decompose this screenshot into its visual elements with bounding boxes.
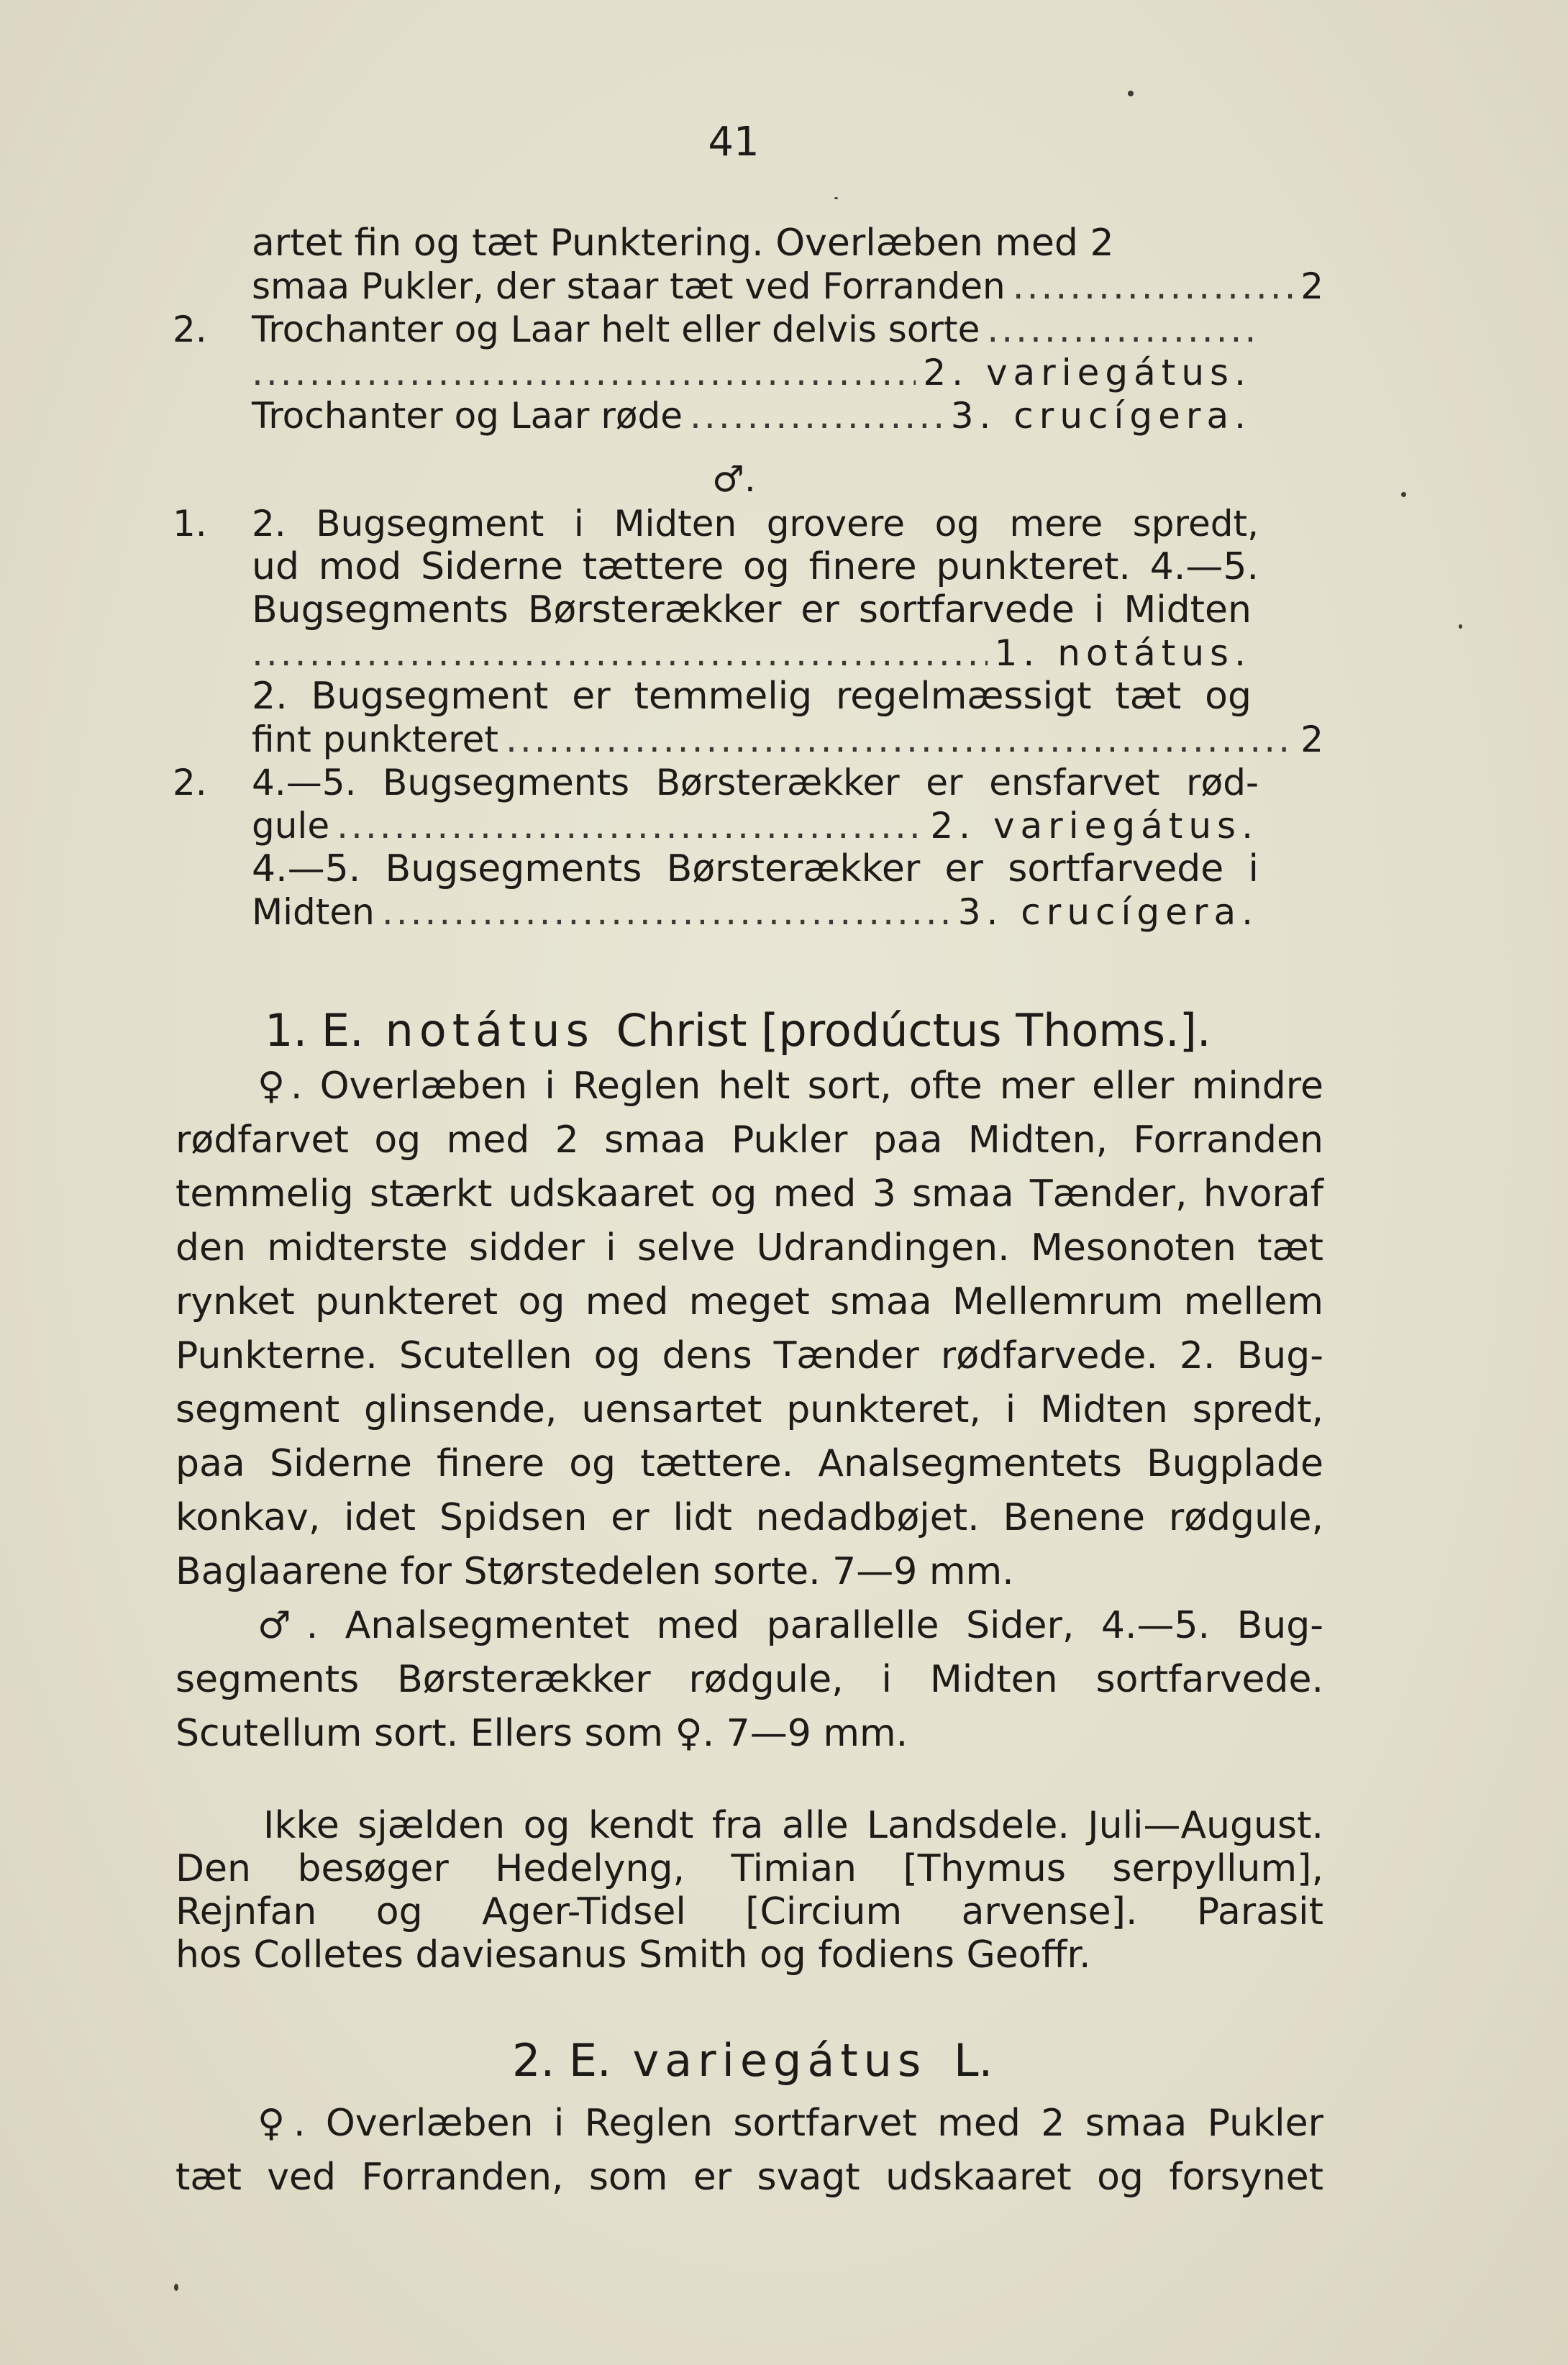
key-male-line-4 — [252, 632, 1252, 675]
species-1-female-line: rødfarvet og med 2 smaa Pukler paa Midten, Forranden — [176, 1118, 1323, 1162]
dot-leader — [1013, 265, 1294, 308]
key-male-line-10-ref: 3. crucígera. — [957, 891, 1259, 933]
species-1-female-line: Baglaarene for Størstedelen sorte. 7—9 mm. — [176, 1550, 1014, 1593]
key-male-line-10 — [252, 890, 1259, 934]
dot-leader — [382, 890, 951, 934]
key-female-line-5 — [252, 394, 1252, 437]
species-1-heading — [265, 1006, 1211, 1056]
species-2-female-line: ♀. Overlæben i Reglen sortfarvet med 2 smaa Pukler — [257, 2102, 1323, 2145]
species-1-female-line: Punkterne. Scutellen og dens Tænder rødfarvede. 2. Bug- — [176, 1334, 1323, 1377]
dot-leader — [506, 718, 1293, 761]
male-symbol-heading: ♂. — [712, 458, 756, 500]
key-male-line-1 — [173, 502, 1259, 545]
page-number: 41 — [708, 119, 760, 165]
key-female-line-5-ref: 3. crucígera. — [950, 395, 1252, 437]
species-1-female-line: temmelig stærkt udskaaret og med 3 smaa Tænder, hvoraf — [176, 1172, 1323, 1216]
paper-speck — [174, 2284, 178, 2291]
dot-leader — [252, 632, 988, 675]
species-1-female-line: konkav, idet Spidsen er lidt nedadbøjet. Benene rødgule, — [176, 1496, 1323, 1539]
species-1-distribution-line: Rejnfan og Ager-Tidsel [Circium arvense]. Parasit — [176, 1890, 1323, 1933]
key-female-line-3-text: Trochanter og Laar helt eller delvis sorte — [252, 309, 980, 350]
key-male-line-2: ud mod Siderne tættere og finere punkteret. 4.—5. — [252, 545, 1259, 588]
key-female-line-2 — [252, 265, 1323, 308]
species-1-heading-num: 1. E. — [265, 1004, 364, 1057]
key-female-line-4-ref: 2. variegátus. — [923, 352, 1252, 393]
paper-speck — [1128, 91, 1134, 96]
key-male-line-7-num: 2. — [173, 762, 207, 803]
key-male-line-7 — [173, 761, 1259, 804]
key-male-line-7-text: 4.—5. Bugsegments Børsterækker er ensfarvet rød- — [252, 762, 1259, 803]
dot-leader — [690, 394, 944, 437]
species-2-heading-name: variegátus — [632, 2034, 927, 2087]
key-female-line-2-text: smaa Pukler, der staar tæt ved Forranden — [252, 265, 1006, 307]
species-2-heading-num: 2. E. — [512, 2034, 611, 2087]
species-2-heading — [512, 2036, 993, 2086]
species-1-female-line: rynket punkteret og med meget smaa Mellemrum mellem — [176, 1280, 1323, 1323]
dot-leader — [252, 351, 916, 394]
key-male-line-6-text: fint punkteret — [252, 719, 498, 760]
species-1-male-line: Scutellum sort. Ellers som ♀. 7—9 mm. — [176, 1712, 908, 1755]
species-1-distribution-line: Ikke sjælden og kendt fra alle Landsdele. Juli—August. — [263, 1804, 1323, 1847]
dot-leader — [337, 804, 923, 847]
key-male-line-5: 2. Bugsegment er temmelig regelmæssigt tæt og — [252, 675, 1252, 718]
species-1-heading-name: notátus — [385, 1004, 595, 1057]
key-male-line-10-text: Midten — [252, 891, 375, 933]
key-male-line-8-text: gule — [252, 805, 330, 847]
paper-speck — [1401, 492, 1406, 497]
key-female-line-3-num: 2. — [173, 309, 207, 350]
species-2-female-line: tæt ved Forranden, som er svagt udskaaret og forsynet — [176, 2156, 1323, 2199]
paper-speck — [1459, 624, 1462, 629]
species-1-female-line: den midterste sidder i selve Udrandingen. Mesonoten tæt — [176, 1226, 1323, 1270]
species-1-female-line: ♀. Overlæben i Reglen helt sort, ofte mer eller mindre — [257, 1065, 1323, 1108]
key-male-line-9: 4.—5. Bugsegments Børsterækker er sortfarvede i — [252, 847, 1259, 890]
species-1-male-line: segments Børsterækker rødgule, i Midten sortfarvede. — [176, 1658, 1323, 1701]
key-male-line-4-ref: 1. notátus. — [994, 632, 1252, 674]
key-female-line-4 — [252, 351, 1252, 394]
dot-leader — [987, 308, 1259, 351]
key-female-line-2-ref: 2 — [1300, 265, 1323, 307]
key-male-line-6-ref: 2 — [1300, 719, 1323, 760]
key-female-line-3 — [173, 308, 1266, 351]
key-male-line-1-text: 2. Bugsegment i Midten grovere og mere spredt, — [252, 503, 1259, 544]
species-1-distribution-line: Den besøger Hedelyng, Timian [Thymus serpyllum], — [176, 1847, 1323, 1890]
key-male-line-6 — [252, 718, 1323, 761]
species-1-distribution-line: hos Colletes daviesanus Smith og fodiens Geoffr. — [176, 1933, 1091, 1977]
paper-speck — [834, 197, 838, 199]
key-male-line-8 — [252, 804, 1259, 847]
key-male-line-8-ref: 2. variegátus. — [930, 805, 1259, 847]
key-male-line-3: Bugsegments Børsterækker er sortfarvede i Midten — [252, 588, 1252, 632]
species-1-female-line: paa Siderne finere og tættere. Analsegmentets Bugplade — [176, 1442, 1323, 1485]
species-2-heading-rest: L. — [954, 2034, 993, 2087]
key-female-line-1: artet fin og tæt Punktering. Overlæben med 2 — [252, 222, 1114, 265]
key-female-line-5-text: Trochanter og Laar røde — [252, 395, 683, 437]
species-1-male-line: ♂. Analsegmentet med parallelle Sider, 4.—5. Bug- — [257, 1604, 1323, 1647]
species-1-female-line: segment glinsende, uensartet punkteret, i Midten spredt, — [176, 1388, 1323, 1431]
species-1-heading-rest: Christ [prodúctus Thoms.]. — [616, 1004, 1211, 1057]
key-male-line-1-num: 1. — [173, 503, 207, 544]
